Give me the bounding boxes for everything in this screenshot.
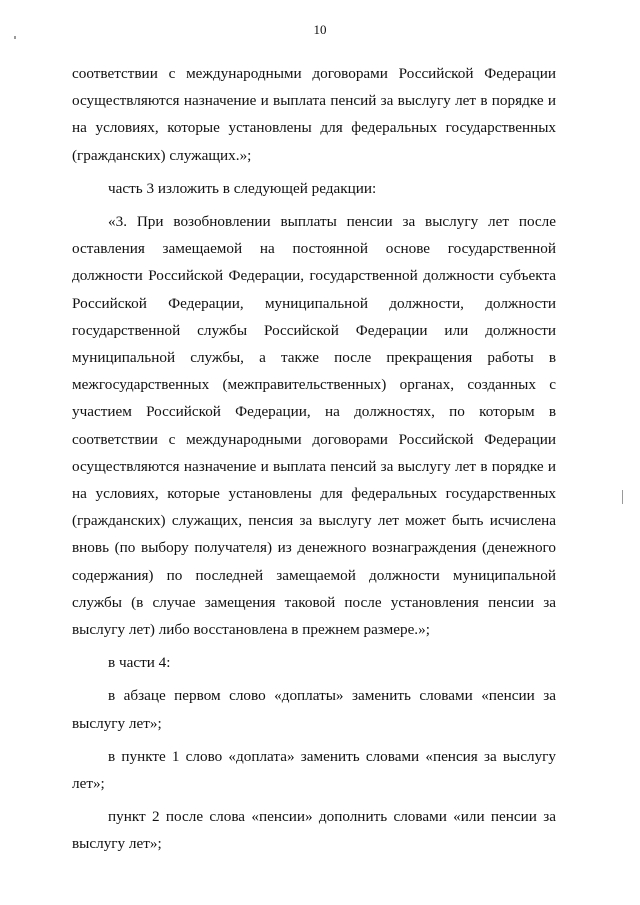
paragraph-part3-intro: часть 3 изложить в следующей редакции: [108,179,377,197]
scan-mark-left [14,36,16,39]
scan-mark-right [622,490,623,504]
paragraph-part4-item1: в пункте 1 слово «доплата» заменить словами «пенсия за выслугу лет»; [72,747,556,793]
paragraph-part4-intro: в части 4: [108,654,171,672]
page-number: 10 [313,22,327,37]
paragraph-part4-first: в абзаце первом слово «доплаты» заменить словами «пенсии за выслугу лет»; [72,687,556,732]
paragraph-continuation: соответствии с международными договорами Российской Федерации осуществляются назначение и выплата пенсий за выслугу лет в порядке и на условиях, которые установлены для федеральных государственных (гражданских) служащих.»; [72,65,556,164]
document-body [72,60,556,864]
paragraph-part4-item2: пункт 2 после слова «пенсии» дополнить словами «или пенсии за выслугу лет»; [72,808,556,853]
paragraph-part3-text: «3. При возобновлении выплаты пенсии за выслугу лет после оставления замещаемой на постоянной основе государственной должности Российской Федерации, государственной должности субъекта Российской Федерации, муниципальной должности, должности государственной службы Российской Федерации или должности муниципальной службы, а также после прекращения работы в межгосударственных (межправительственных) органах, созданных с участием Российской Федерации, на должностях, по которым в соответствии с международными договорами Российской Федерации осуществляются назначение и выплата пенсий за выслугу лет в порядке и на условиях, которые установлены для федеральных государственных (гражданских) служащих, пенсия за выслугу лет может быть исчислена вновь (по выбору получателя) из денежного вознаграждения (денежного содержания) по последней замещаемой должности муниципальной службы (в случае замещения таковой после установления пенсии за выслугу лет) либо восстановлена в прежнем размере.»; [72,213,556,639]
